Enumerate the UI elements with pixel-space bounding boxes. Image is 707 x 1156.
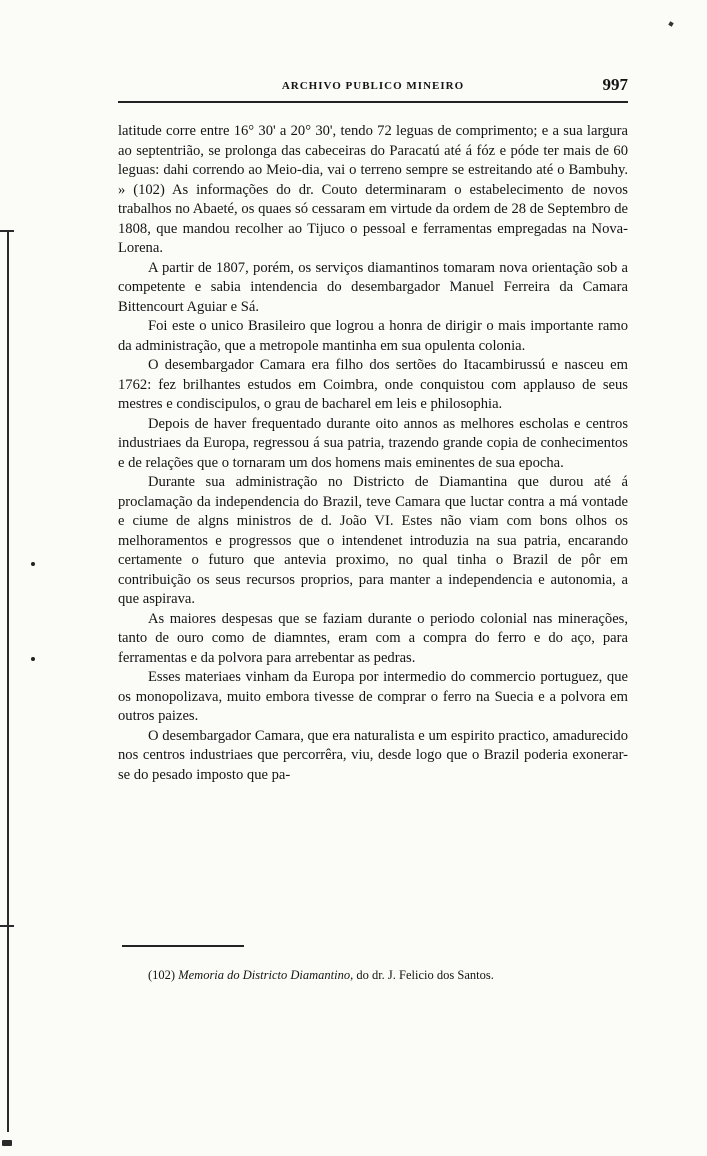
margin-dot — [31, 562, 35, 566]
paragraph: As maiores despesas que se faziam durante o periodo colonial nas minerações, tanto de ouro como de diamntes, eram com a compra do ferro e do aço, para ferramentas e da polvora para arrebentar as pedras. — [118, 610, 628, 666]
header-rule — [118, 101, 628, 103]
body-text — [118, 122, 628, 785]
footnote-rest: do dr. J. Felicio dos Santos. — [356, 968, 494, 982]
running-head-title: ARCHIVO PUBLICO MINEIRO — [281, 80, 465, 92]
paragraph: A partir de 1807, porém, os serviços diamantinos tomaram nova orientação sob a competente e sabia intendencia do desembargador Manuel Ferreira da Camara Bittencourt Aguiar e Sá. — [118, 259, 628, 315]
paragraph: Depois de haver frequentado durante oito annos as melhores escholas e centros industriaes da Europa, regressou á sua patria, trazendo grande copia de conhecimentos e de relações que o tornaram um dos homens mais eminentes de sua epocha. — [118, 415, 628, 471]
corner-speck — [668, 21, 673, 26]
paragraph: latitude corre entre 16° 30' a 20° 30', tendo 72 leguas de comprimento; e a sua largura ao septentrião, se prolonga das cabeceiras do Paracatú até á fóz e póde ter mais de 60 leguas: dahi correndo ao Meio-dia, vai o terreno sempre se estreitando até o Bambuhy. » (102) As informações do dr. Couto determinaram o estabelecimento de novos trabalhos no Abaeté, os quaes só cessaram em virtude da ordem de 28 de Septembro de 1808, que mandou recolher ao Tijuco o pessoal e ferramentas empregadas na Nova-Lorena. — [118, 123, 628, 256]
binding-edge-tick — [0, 925, 14, 927]
margin-dot — [31, 657, 35, 661]
footnote-rule — [122, 945, 244, 947]
paragraph: Foi este o unico Brasileiro que logrou a honra de dirigir o mais importante ramo da administração, que a metropole mantinha em sua opulenta colonia. — [118, 318, 628, 354]
paragraph: O desembargador Camara era filho dos sertões do Itacambirussú e nasceu em 1762: fez brilhantes estudos em Coimbra, onde conquistou com applauso de seus mestres e condiscipulos, o grau de bacharel em leis e philosophia. — [118, 357, 628, 412]
binding-edge-foot — [2, 1140, 12, 1146]
running-head — [118, 72, 628, 98]
binding-edge-line — [7, 232, 9, 1132]
paragraph: O desembargador Camara, que era naturalista e um espirito practico, amadurecido nos centros industriaes que percorrêra, viu, desde logo que o Brazil poderia exonerar-se do pesado imposto que pa- — [118, 727, 628, 783]
paragraph: Durante sua administração no Districto de Diamantina que durou até á proclamação da independencia do Brazil, teve Camara que luctar contra a má vontade e ciume de algns ministros de d. João VI. Estes não viam com bons olhos os melhoramentos e progressos que o intendenet introduzia na sua patria, encarando certamente o futuro que antevia proximo, no qual tinha o Brazil de pôr em contribuição os seus recursos proprios, para manter a independencia e autonomia, a que aspirava. — [118, 474, 628, 607]
page-number: 997 — [602, 75, 628, 94]
footnote-marker: (102) — [148, 968, 176, 982]
footnote-title: Memoria do Districto Diamantino, — [178, 968, 354, 982]
binding-edge-tick — [0, 230, 14, 232]
footnote — [118, 966, 628, 985]
paragraph: Esses materiaes vinham da Europa por intermedio do commercio portuguez, que os monopolizava, muito embora tivesse de comprar o ferro na Suecia e a polvora em outros paizes. — [118, 669, 628, 724]
